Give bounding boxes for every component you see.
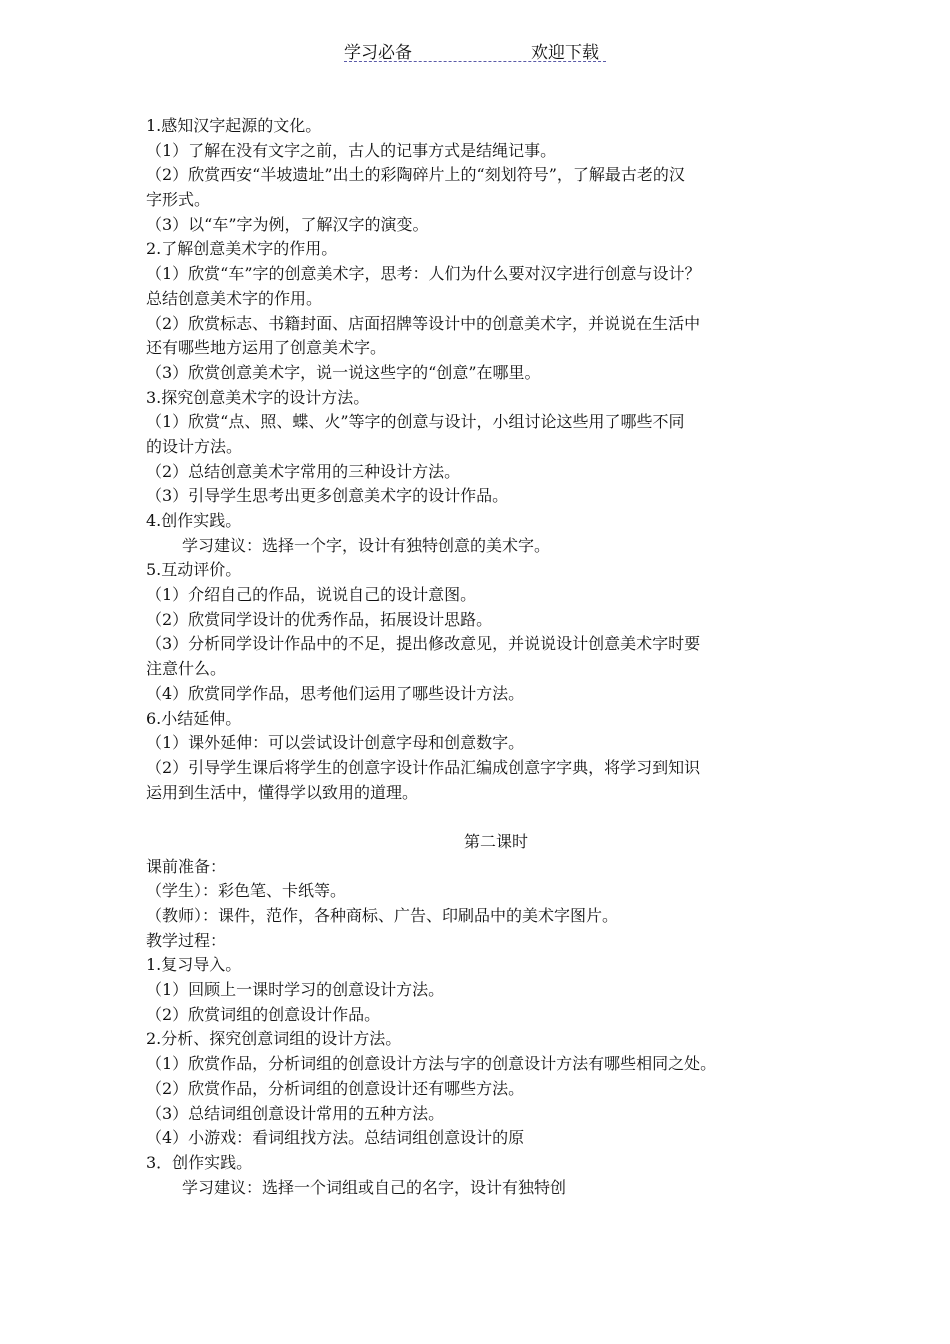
list-item: （1）欣赏“点、照、蝶、火”等字的创意与设计，小组讨论这些用了哪些不同 xyxy=(146,412,685,432)
list-item: （教师）：课件，范作，各种商标、广告、印刷品中的美术字图片。 xyxy=(146,906,619,925)
learning-suggestion: 学习建议：选择一个字，设计有独特创意的美术字。 xyxy=(182,535,551,555)
list-item-continuation: 总结创意美术字的作用。 xyxy=(146,288,323,308)
list-item: （1）欣赏作品，分析词组的创意设计方法与字的创意设计方法有哪些相同之处。 xyxy=(146,1054,717,1074)
list-item: （3）分析同学设计作品中的不足，提出修改意见，并说说设计创意美术字时要 xyxy=(146,634,701,654)
page-header xyxy=(0,38,950,68)
section-heading: 6.小结延伸。 xyxy=(146,708,242,728)
header-dashed-rule xyxy=(344,61,606,62)
list-item: （学生）：彩色笔、卡纸等。 xyxy=(146,881,347,901)
list-item: （1）了解在没有文字之前，古人的记事方式是结绳记事。 xyxy=(146,140,557,160)
section-heading: 课前准备： xyxy=(146,856,227,876)
header-right-text: 欢迎下载 xyxy=(531,43,599,63)
section-heading: 3．创作实践。 xyxy=(146,1152,253,1172)
list-item: （3）引导学生思考出更多创意美术字的设计作品。 xyxy=(146,486,509,506)
list-item: （1）课外延伸：可以尝试设计创意字母和创意数字。 xyxy=(146,733,525,753)
list-item: （2）总结创意美术字常用的三种设计方法。 xyxy=(146,461,461,481)
learning-suggestion: 学习建议：选择一个词组或自己的名字，设计有独特创 xyxy=(182,1177,567,1197)
list-item: （2）欣赏标志、书籍封面、店面招牌等设计中的创意美术字，并说说在生活中 xyxy=(146,313,701,333)
section-heading: 1.感知汉字起源的文化。 xyxy=(146,116,322,135)
list-item: （4）欣赏同学作品，思考他们运用了哪些设计方法。 xyxy=(146,683,525,703)
list-item: （2）引导学生课后将学生的创意字设计作品汇编成创意字字典，将学习到知识 xyxy=(146,757,701,777)
list-item-continuation: 运用到生活中，懂得学以致用的道理。 xyxy=(146,782,419,802)
list-item: （2）欣赏作品，分析词组的创意设计还有哪些方法。 xyxy=(146,1078,525,1098)
section-heading: 4.创作实践。 xyxy=(146,511,242,530)
list-item: （3）总结词组创意设计常用的五种方法。 xyxy=(146,1103,445,1123)
list-item: （2）欣赏同学设计的优秀作品，拓展设计思路。 xyxy=(146,609,493,629)
list-item: （1）回顾上一课时学习的创意设计方法。 xyxy=(146,980,445,1000)
section-heading: 2.分析、探究创意词组的设计方法。 xyxy=(146,1029,402,1049)
list-item-continuation: 的设计方法。 xyxy=(146,436,243,456)
section-heading: 3.探究创意美术字的设计方法。 xyxy=(146,387,370,407)
list-item: （3）欣赏创意美术字，说一说这些字的“创意”在哪里。 xyxy=(146,362,541,382)
section-heading: 教学过程： xyxy=(146,930,227,950)
blank-line xyxy=(146,805,826,830)
lesson-title: 第二课时 xyxy=(463,831,528,851)
list-item-continuation: 还有哪些地方运用了创意美术字。 xyxy=(146,338,387,358)
list-item: （1）欣赏“车”字的创意美术字，思考：人们为什么要对汉字进行创意与设计？ xyxy=(146,264,701,284)
list-item-continuation: 字形式。 xyxy=(146,190,211,210)
section-heading: 5.互动评价。 xyxy=(146,560,242,580)
document-body xyxy=(146,114,826,1200)
list-item: （2）欣赏西安“半坡遗址”出土的彩陶碎片上的“刻划符号”，了解最古老的汉 xyxy=(146,165,685,185)
list-item: （3）以“车”字为例，了解汉字的演变。 xyxy=(146,214,429,234)
header-left-text: 学习必备 xyxy=(344,43,412,63)
list-item: （2）欣赏词组的创意设计作品。 xyxy=(146,1004,381,1024)
section-heading: 1.复习导入。 xyxy=(146,955,242,975)
list-item-continuation: 注意什么。 xyxy=(146,659,227,679)
list-item: （4）小游戏：看词组找方法。总结词组创意设计的原 xyxy=(146,1128,525,1148)
section-heading: 2.了解创意美术字的作用。 xyxy=(146,239,338,259)
list-item: （1）介绍自己的作品，说说自己的设计意图。 xyxy=(146,585,477,605)
